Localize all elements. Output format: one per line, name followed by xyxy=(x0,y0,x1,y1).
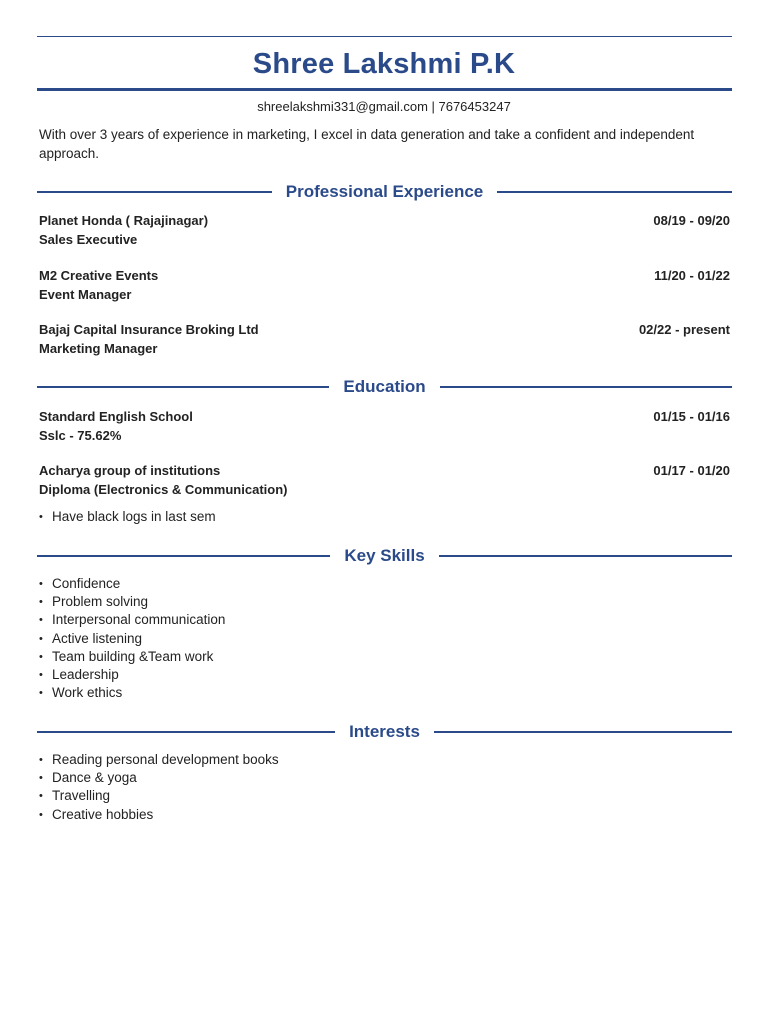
section-title: Key Skills xyxy=(344,546,425,565)
section-line xyxy=(439,555,732,557)
entry-role: Sales Executive xyxy=(39,231,138,247)
bullet-icon: • xyxy=(39,669,43,682)
section-header-skills xyxy=(37,546,732,566)
section-line xyxy=(434,731,732,733)
section-line xyxy=(37,191,272,193)
entry-dates: 08/19 - 09/20 xyxy=(653,213,730,228)
section-title: Professional Experience xyxy=(285,182,484,201)
interests-list xyxy=(39,751,730,824)
candidate-name: Shree Lakshmi P.K xyxy=(252,48,516,80)
name-underline xyxy=(37,88,732,91)
section-title: Interests xyxy=(349,722,420,741)
bullet-icon: • xyxy=(39,790,43,803)
entry-dates: 02/22 - present xyxy=(638,322,730,337)
entry-role: Sslc - 75.62% xyxy=(39,427,122,443)
top-rule xyxy=(37,36,732,37)
bullet-icon: • xyxy=(39,614,43,627)
entry-role: Diploma (Electronics & Communication) xyxy=(39,481,288,497)
list-item: • Problem solving xyxy=(39,593,730,611)
bullet-icon: • xyxy=(39,754,43,766)
education-entry xyxy=(39,408,730,445)
list-item: • Confidence xyxy=(39,575,730,593)
entry-dates: 11/20 - 01/22 xyxy=(654,268,730,283)
entry-organization: Standard English School xyxy=(39,409,193,424)
bullet-icon: • xyxy=(39,808,43,821)
bullet-icon: • xyxy=(39,596,43,609)
entry-organization: Acharya group of institutions xyxy=(39,463,221,478)
list-item: • Have black logs in last sem xyxy=(39,508,730,526)
section-line xyxy=(497,191,732,193)
entry-role: Event Manager xyxy=(39,286,132,302)
section-header-education xyxy=(37,377,732,397)
section-header-interests xyxy=(37,722,732,742)
summary-text: With over 3 years of experience in marketing, I excel in data generation and take a confident and independent approach. xyxy=(39,127,695,161)
list-item: • Work ethics xyxy=(39,684,730,702)
bullet-icon: • xyxy=(39,511,43,523)
list-item: • Creative hobbies xyxy=(39,806,730,824)
bullet-icon: • xyxy=(39,632,43,645)
bullet-icon: • xyxy=(39,687,43,700)
bullet-icon: • xyxy=(39,772,43,785)
list-item: • Leadership xyxy=(39,666,730,684)
section-line xyxy=(37,386,329,388)
section-line xyxy=(37,555,330,557)
experience-entry xyxy=(39,321,730,358)
entry-dates: 01/15 - 01/16 xyxy=(653,409,730,424)
bullet-icon: • xyxy=(39,650,43,663)
list-item: • Dance & yoga xyxy=(39,769,730,787)
section-line xyxy=(37,731,335,733)
education-notes xyxy=(39,508,730,526)
education-entry xyxy=(39,462,730,499)
section-line xyxy=(440,386,732,388)
contact-line: shreelakshmi331@gmail.com | 7676453247 xyxy=(257,99,511,114)
skills-list xyxy=(39,575,730,702)
experience-entry xyxy=(39,212,730,249)
entry-organization: Bajaj Capital Insurance Broking Ltd xyxy=(39,322,259,337)
list-item: • Interpersonal communication xyxy=(39,611,730,629)
list-item: • Travelling xyxy=(39,787,730,805)
entry-role: Marketing Manager xyxy=(39,340,158,356)
list-item: • Active listening xyxy=(39,630,730,648)
section-header-experience xyxy=(37,182,732,202)
entry-organization: M2 Creative Events xyxy=(39,268,159,283)
entry-dates: 01/17 - 01/20 xyxy=(653,463,730,478)
list-item: • Reading personal development books xyxy=(39,751,730,769)
section-title: Education xyxy=(343,377,426,396)
bullet-icon: • xyxy=(39,578,43,590)
entry-organization: Planet Honda ( Rajajinagar) xyxy=(39,213,209,228)
experience-entry xyxy=(39,267,730,304)
list-item: • Team building &Team work xyxy=(39,648,730,666)
